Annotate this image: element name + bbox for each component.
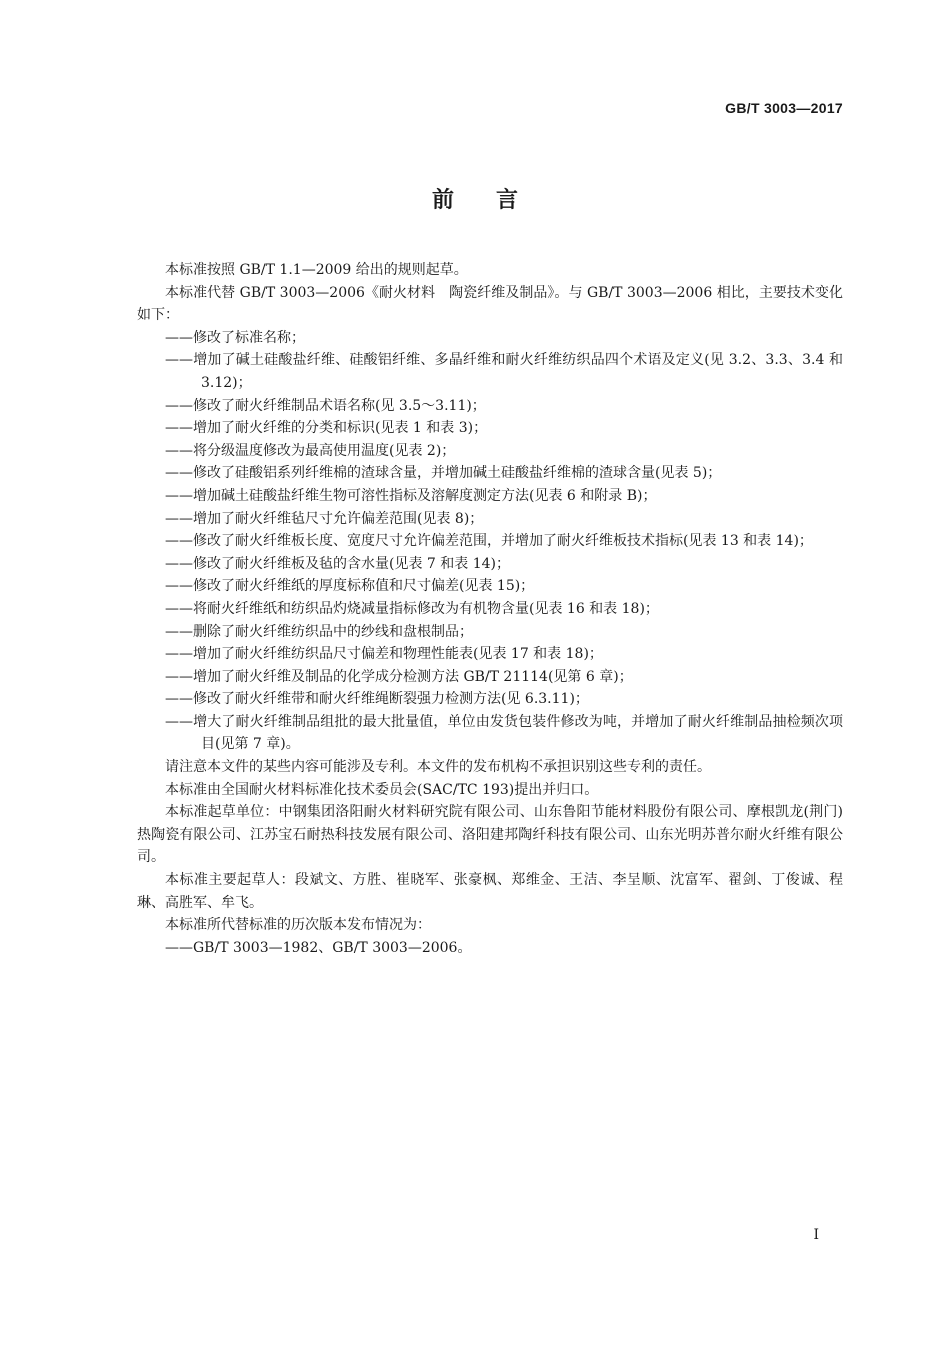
list-item: ——将分级温度修改为最高使用温度(见表 2)； <box>165 442 456 459</box>
page-title: 前言 <box>431 188 560 213</box>
document-body <box>137 259 843 959</box>
list-item: ——增加碱土硅酸盐纤维生物可溶性指标及溶解度测定方法(见表 6 和附录 B)； <box>165 487 657 504</box>
list-item: ——修改了硅酸铝系列纤维棉的渣球含量，并增加碱土硅酸盐纤维棉的渣球含量(见表 5)； <box>165 465 722 482</box>
list-item: ——增加了碱土硅酸盐纤维、硅酸铝纤维、多晶纤维和耐火纤维纺织品四个术语及定义(见 3.2、3.3、3.4 和 3.12)； <box>165 352 843 391</box>
list-item: ——删除了耐火纤维纺织品中的纱线和盘根制品； <box>165 623 473 640</box>
list-item: ——将耐火纤维纸和纺织品灼烧减量指标修改为有机物含量(见表 16 和表 18)； <box>165 600 659 617</box>
paragraph: 本标准起草单位：中钢集团洛阳耐火材料研究院有限公司、山东鲁阳节能材料股份有限公司、摩根凯龙(荆门)热陶瓷有限公司、江苏宝石耐热科技发展有限公司、洛阳建邦陶纤科技有限公司、山东光明苏普尔耐火纤维有限公司。 <box>137 804 843 866</box>
list-item: ——增加了耐火纤维及制品的化学成分检测方法 GB/T 21114(见第 6 章)； <box>165 668 633 685</box>
paragraph: 本标准由全国耐火材料标准化技术委员会(SAC/TC 193)提出并归口。 <box>165 781 599 798</box>
paragraph: 本标准按照 GB/T 1.1—2009 给出的规则起草。 <box>165 262 468 278</box>
changes-list <box>137 327 843 756</box>
paragraph: 本标准主要起草人：段斌文、方胜、崔晓军、张豪枫、郑维金、王洁、李呈顺、沈富军、翟剑、丁俊诚、程琳、高胜军、牟飞。 <box>137 872 843 911</box>
list-item: ——修改了标准名称； <box>165 329 305 346</box>
list-item: ——增加了耐火纤维的分类和标识(见表 1 和表 3)； <box>165 420 488 437</box>
list-item: ——修改了耐火纤维制品术语名称(见 3.5～3.11)； <box>165 397 486 414</box>
standard-number: GB/T 3003—2017 <box>725 100 843 116</box>
paragraph: 本标准所代替标准的历次版本发布情况为： <box>165 917 431 934</box>
page-number: Ⅰ <box>813 1227 819 1243</box>
paragraph: 请注意本文件的某些内容可能涉及专利。本文件的发布机构不承担识别这些专利的责任。 <box>165 759 711 776</box>
history-item: ——GB/T 3003—1982、GB/T 3003—2006。 <box>165 939 472 956</box>
list-item: ——修改了耐火纤维板及毡的含水量(见表 7 和表 14)； <box>165 555 510 572</box>
paragraph: 本标准代替 GB/T 3003—2006《耐火材料 陶瓷纤维及制品》。与 GB/T 3003—2006 相比，主要技术变化如下： <box>137 284 843 324</box>
list-item: ——增加了耐火纤维毡尺寸允许偏差范围(见表 8)； <box>165 510 484 527</box>
list-item: ——修改了耐火纤维板长度、宽度尺寸允许偏差范围，并增加了耐火纤维板技术指标(见表 13 和表 14)； <box>165 533 813 550</box>
list-item: ——增加了耐火纤维纺织品尺寸偏差和物理性能表(见表 17 和表 18)； <box>165 646 603 663</box>
list-item: ——修改了耐火纤维带和耐火纤维绳断裂强力检测方法(见 6.3.11)； <box>165 691 589 708</box>
list-item: ——修改了耐火纤维纸的厚度标称值和尺寸偏差(见表 15)； <box>165 578 535 595</box>
list-item: ——增大了耐火纤维制品组批的最大批量值，单位由发货包装件修改为吨，并增加了耐火纤维制品抽检频次项目(见第 7 章)。 <box>165 713 843 753</box>
